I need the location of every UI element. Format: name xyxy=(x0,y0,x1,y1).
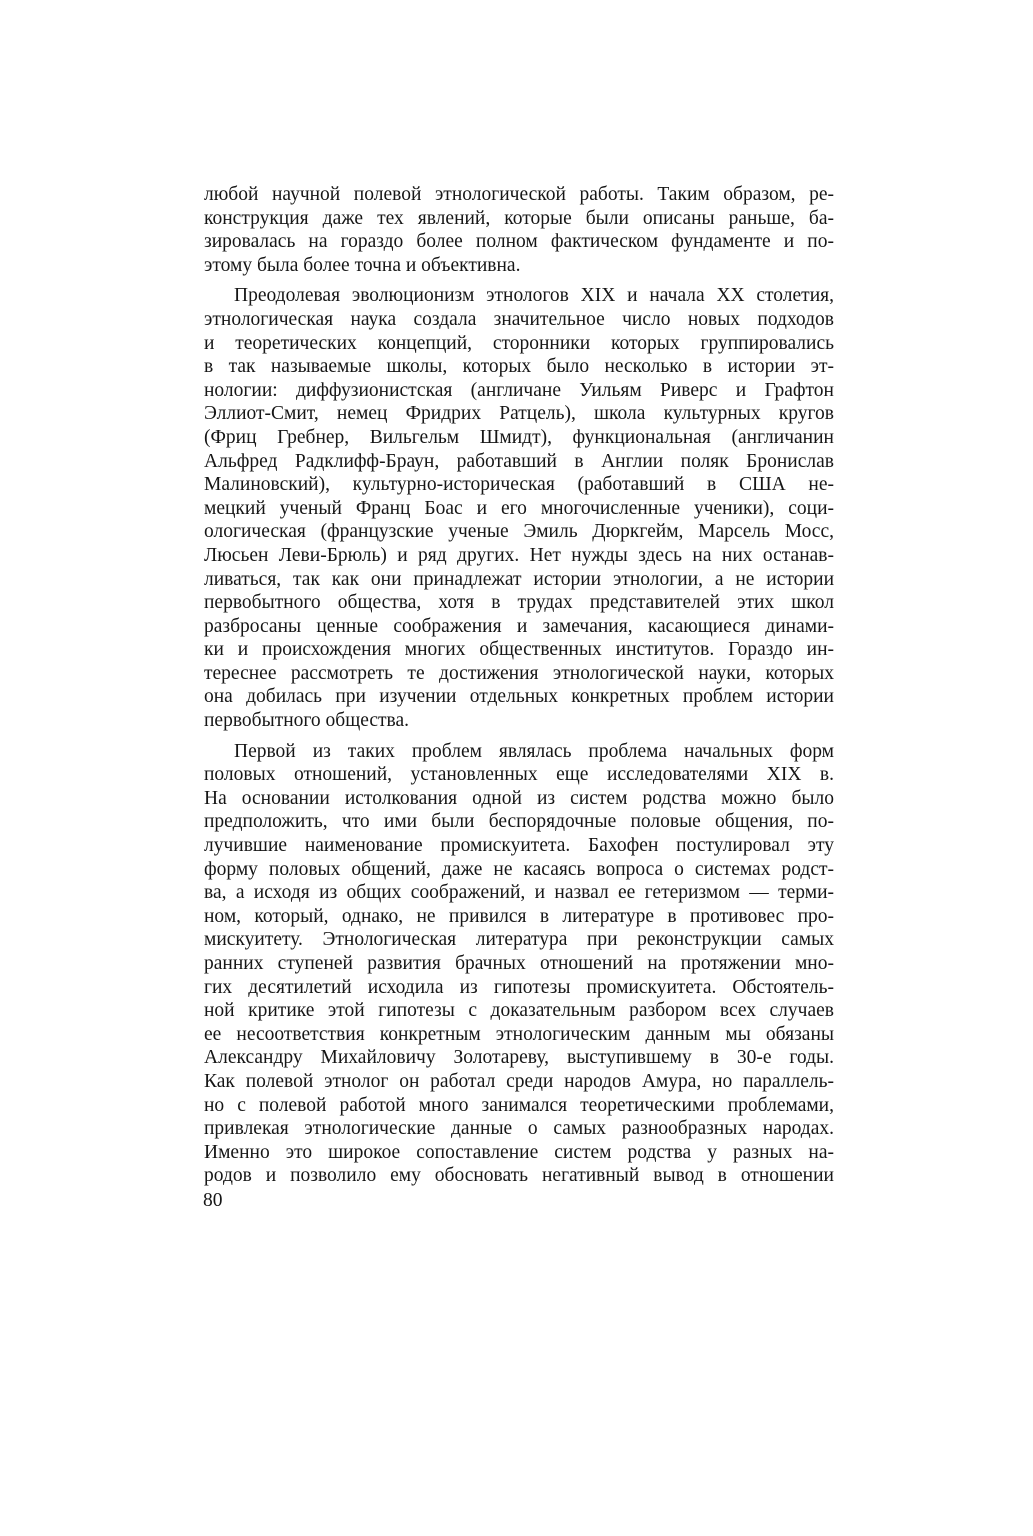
text-line: конструкция даже тех явлений, которые были описаны раньше, ба- xyxy=(204,207,834,229)
text-line: Малиновский), культурно-историческая (работавший в США не- xyxy=(204,474,834,496)
text-line: лучившие наименование промискуитета. Бахофен постулировал эту xyxy=(204,835,834,857)
paragraph xyxy=(204,740,834,1188)
text-line: разбросаны ценные соображения и замечания, касающиеся динами- xyxy=(204,615,834,637)
text-line: Александру Михайловичу Золотареву, выступившему в 30-е годы. xyxy=(204,1047,834,1069)
text-line: ранних ступеней развития брачных отношений на протяжении мно- xyxy=(204,953,834,974)
text-line: форму половых общений, даже не касаясь вопроса о системах родст- xyxy=(204,858,834,880)
text-line: мецкий ученый Франц Боас и его многочисленные ученики), соци- xyxy=(204,497,834,519)
text-line: Альфред Радклифф-Браун, работавший в Англии поляк Бронислав xyxy=(204,450,834,472)
text-line: Как полевой этнолог он работал среди народов Амура, но параллель- xyxy=(204,1070,834,1092)
text-line: первобытного общества, хотя в трудах представителей этих школ xyxy=(204,592,834,614)
text-line: ной критике этой гипотезы с доказательным разбором всех случаев xyxy=(204,1000,834,1022)
text-line: половых отношений, установленных еще исследователями XIX в. xyxy=(204,764,834,786)
text-line: гих десятилетий исходила из гипотезы промискуитета. Обстоятель- xyxy=(204,976,834,998)
text-line: ки и происхождения многих общественных институтов. Гораздо ин- xyxy=(204,639,834,661)
text-line: На основании истолкования одной из систем родства можно было xyxy=(204,787,834,809)
text-line: ливаться, так как они принадлежат истории этнологии, а не истории xyxy=(204,568,834,590)
text-line: этому была более точна и объективна. xyxy=(204,254,521,276)
text-line: зировалась на гораздо более полном фактическом фундаменте и по- xyxy=(204,231,834,253)
text-line: (Фриц Гребнер, Вильгельм Шмидт), функциональная (англичанин xyxy=(204,426,834,448)
text-line: ее несоответствия конкретным этнологическим данным мы обязаны xyxy=(204,1023,834,1045)
text-line: Преодолевая эволюционизм этнологов XIX и начала XX столетия, xyxy=(234,285,834,307)
text-line: в так называемые школы, которых было несколько в истории эт- xyxy=(204,356,834,378)
text-line: нологии: диффузионистская (англичане Уильям Риверс и Графтон xyxy=(204,379,834,401)
text-line: тереснее рассмотреть те достижения этнологической науки, которых xyxy=(204,662,834,684)
page-number: 80 xyxy=(203,1190,223,1211)
paragraph xyxy=(204,183,834,277)
page-body xyxy=(204,183,834,1188)
text-line: Первой из таких проблем являлась проблема начальных форм xyxy=(234,740,834,762)
text-line: любой научной полевой этнологической работы. Таким образом, ре- xyxy=(204,184,834,205)
text-line: родов и позволило ему обосновать негативный вывод в отношении xyxy=(204,1165,834,1187)
text-line: ологическая (французские ученые Эмиль Дюркгейм, Марсель Мосс, xyxy=(204,521,834,543)
text-line: и теоретических концепций, сторонники которых группировались xyxy=(204,332,834,354)
text-line: первобытного общества. xyxy=(204,710,410,732)
text-line: этнологическая наука создала значительное число новых подходов xyxy=(204,308,834,330)
text-line: Именно это широкое сопоставление систем родства у разных на- xyxy=(204,1141,834,1163)
text-line: ва, а исходя из общих соображений, и назвал ее гетеризмом — терми- xyxy=(204,882,834,904)
paragraph xyxy=(204,284,834,732)
text-line: Эллиот-Смит, немец Фридрих Ратцель), школа культурных кругов xyxy=(204,403,834,425)
text-line: она добилась при изучении отдельных конкретных проблем истории xyxy=(204,686,834,708)
text-line: ном, который, однако, не привился в литературе в противовес про- xyxy=(204,905,834,927)
text-line: мискуитету. Этнологическая литература при реконструкции самых xyxy=(204,929,834,951)
text-line: привлекая этнологические данные о самых разнообразных народах. xyxy=(204,1118,834,1140)
text-line: но с полевой работой много занимался теоретическими проблемами, xyxy=(204,1094,834,1116)
text-line: предположить, что ими были беспорядочные половые общения, по- xyxy=(204,811,834,833)
text-line: Люсьен Леви-Брюль) и ряд других. Нет нужды здесь на них останав- xyxy=(204,544,834,566)
